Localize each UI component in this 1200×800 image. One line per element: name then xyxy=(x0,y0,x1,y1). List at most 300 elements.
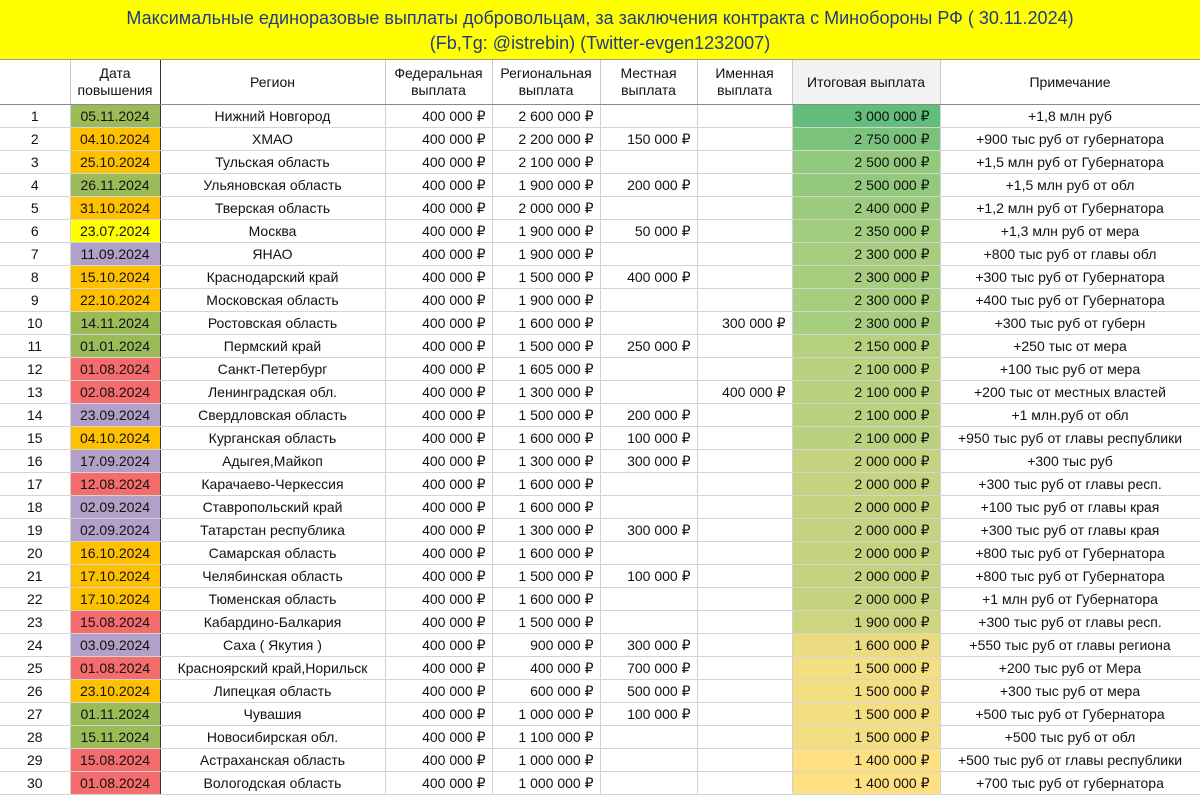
local-cell[interactable] xyxy=(600,358,697,381)
header-federal[interactable]: Федеральная выплата xyxy=(385,60,492,105)
header-regional[interactable]: Региональная выплата xyxy=(492,60,600,105)
date-cell[interactable]: 02.08.2024 xyxy=(70,381,160,404)
total-cell[interactable]: 2 100 000 ₽ xyxy=(792,381,940,404)
federal-cell[interactable]: 400 000 ₽ xyxy=(385,657,492,680)
regional-cell[interactable]: 1 300 000 ₽ xyxy=(492,519,600,542)
total-cell[interactable]: 2 000 000 ₽ xyxy=(792,496,940,519)
date-cell[interactable]: 15.08.2024 xyxy=(70,749,160,772)
row-number-cell[interactable]: 21 xyxy=(0,565,70,588)
region-cell[interactable]: Ростовская область xyxy=(160,312,385,335)
named-cell[interactable] xyxy=(697,266,792,289)
date-cell[interactable]: 04.10.2024 xyxy=(70,128,160,151)
total-cell[interactable]: 2 500 000 ₽ xyxy=(792,151,940,174)
local-cell[interactable]: 50 000 ₽ xyxy=(600,220,697,243)
regional-cell[interactable]: 2 200 000 ₽ xyxy=(492,128,600,151)
local-cell[interactable]: 200 000 ₽ xyxy=(600,174,697,197)
region-cell[interactable]: Адыгея,Майкоп xyxy=(160,450,385,473)
total-cell[interactable]: 2 100 000 ₽ xyxy=(792,358,940,381)
local-cell[interactable] xyxy=(600,542,697,565)
total-cell[interactable]: 1 400 000 ₽ xyxy=(792,749,940,772)
table-row xyxy=(0,128,1200,151)
row-number-cell[interactable]: 16 xyxy=(0,450,70,473)
date-cell[interactable]: 03.09.2024 xyxy=(70,634,160,657)
region-cell[interactable]: Карачаево-Черкессия xyxy=(160,473,385,496)
total-cell[interactable]: 2 500 000 ₽ xyxy=(792,174,940,197)
region-cell[interactable]: Курганская область xyxy=(160,427,385,450)
note-cell[interactable]: +300 тыс руб от губерн xyxy=(940,312,1200,335)
total-cell[interactable]: 1 600 000 ₽ xyxy=(792,634,940,657)
note-cell[interactable]: +1 млн руб от Губернатора xyxy=(940,588,1200,611)
regional-cell[interactable]: 1 605 000 ₽ xyxy=(492,358,600,381)
total-cell[interactable]: 2 000 000 ₽ xyxy=(792,519,940,542)
federal-cell[interactable]: 400 000 ₽ xyxy=(385,519,492,542)
regional-cell[interactable]: 1 100 000 ₽ xyxy=(492,726,600,749)
note-cell[interactable]: +1,8 млн руб xyxy=(940,105,1200,128)
date-cell[interactable]: 05.11.2024 xyxy=(70,105,160,128)
regional-cell[interactable]: 400 000 ₽ xyxy=(492,657,600,680)
local-cell[interactable]: 200 000 ₽ xyxy=(600,404,697,427)
federal-cell[interactable]: 400 000 ₽ xyxy=(385,220,492,243)
note-cell[interactable]: +300 тыс руб от главы края xyxy=(940,519,1200,542)
regional-cell[interactable]: 1 600 000 ₽ xyxy=(492,542,600,565)
table-row xyxy=(0,772,1200,795)
region-cell[interactable]: Тульская область xyxy=(160,151,385,174)
named-cell[interactable] xyxy=(697,588,792,611)
row-number-cell[interactable]: 12 xyxy=(0,358,70,381)
note-cell[interactable]: +500 тыс руб от главы республики xyxy=(940,749,1200,772)
date-cell[interactable]: 01.08.2024 xyxy=(70,358,160,381)
table-row xyxy=(0,289,1200,312)
regional-cell[interactable]: 1 000 000 ₽ xyxy=(492,772,600,795)
date-cell[interactable]: 23.10.2024 xyxy=(70,680,160,703)
named-cell[interactable] xyxy=(697,450,792,473)
table-row xyxy=(0,657,1200,680)
local-cell[interactable]: 500 000 ₽ xyxy=(600,680,697,703)
local-cell[interactable]: 300 000 ₽ xyxy=(600,519,697,542)
note-cell[interactable]: +500 тыс руб от Губернатора xyxy=(940,703,1200,726)
named-cell[interactable] xyxy=(697,151,792,174)
named-cell[interactable] xyxy=(697,335,792,358)
table-row xyxy=(0,565,1200,588)
total-cell[interactable]: 1 500 000 ₽ xyxy=(792,726,940,749)
named-cell[interactable]: 400 000 ₽ xyxy=(697,381,792,404)
regional-cell[interactable]: 1 600 000 ₽ xyxy=(492,312,600,335)
region-cell[interactable]: Пермский край xyxy=(160,335,385,358)
regional-cell[interactable]: 1 500 000 ₽ xyxy=(492,611,600,634)
local-cell[interactable]: 150 000 ₽ xyxy=(600,128,697,151)
region-cell[interactable]: Москва xyxy=(160,220,385,243)
named-cell[interactable] xyxy=(697,542,792,565)
federal-cell[interactable]: 400 000 ₽ xyxy=(385,174,492,197)
date-cell[interactable]: 26.11.2024 xyxy=(70,174,160,197)
region-cell[interactable]: Вологодская область xyxy=(160,772,385,795)
local-cell[interactable] xyxy=(600,381,697,404)
table-row xyxy=(0,243,1200,266)
total-cell[interactable]: 2 150 000 ₽ xyxy=(792,335,940,358)
row-number-cell[interactable]: 26 xyxy=(0,680,70,703)
date-cell[interactable]: 11.09.2024 xyxy=(70,243,160,266)
local-cell[interactable]: 700 000 ₽ xyxy=(600,657,697,680)
row-number-cell[interactable]: 19 xyxy=(0,519,70,542)
federal-cell[interactable]: 400 000 ₽ xyxy=(385,634,492,657)
total-cell[interactable]: 2 350 000 ₽ xyxy=(792,220,940,243)
date-cell[interactable]: 02.09.2024 xyxy=(70,519,160,542)
region-cell[interactable]: Московская область xyxy=(160,289,385,312)
note-cell[interactable]: +400 тыс руб от Губернатора xyxy=(940,289,1200,312)
local-cell[interactable] xyxy=(600,749,697,772)
row-number-cell[interactable]: 11 xyxy=(0,335,70,358)
note-cell[interactable]: +300 тыс руб от главы респ. xyxy=(940,611,1200,634)
row-number-cell[interactable]: 23 xyxy=(0,611,70,634)
row-number-cell[interactable]: 8 xyxy=(0,266,70,289)
region-cell[interactable]: Свердловская область xyxy=(160,404,385,427)
total-cell[interactable]: 2 000 000 ₽ xyxy=(792,473,940,496)
regional-cell[interactable]: 1 300 000 ₽ xyxy=(492,381,600,404)
total-cell[interactable]: 1 500 000 ₽ xyxy=(792,680,940,703)
federal-cell[interactable]: 400 000 ₽ xyxy=(385,312,492,335)
federal-cell[interactable]: 400 000 ₽ xyxy=(385,565,492,588)
named-cell[interactable] xyxy=(697,680,792,703)
row-number-cell[interactable]: 13 xyxy=(0,381,70,404)
federal-cell[interactable]: 400 000 ₽ xyxy=(385,772,492,795)
date-cell[interactable]: 15.11.2024 xyxy=(70,726,160,749)
named-cell[interactable] xyxy=(697,519,792,542)
table-body xyxy=(0,105,1200,795)
region-cell[interactable]: Татарстан республика xyxy=(160,519,385,542)
local-cell[interactable] xyxy=(600,496,697,519)
regional-cell[interactable]: 1 600 000 ₽ xyxy=(492,427,600,450)
region-cell[interactable]: ХМАО xyxy=(160,128,385,151)
regional-cell[interactable]: 1 500 000 ₽ xyxy=(492,565,600,588)
named-cell[interactable] xyxy=(697,289,792,312)
row-number-cell[interactable]: 5 xyxy=(0,197,70,220)
note-cell[interactable]: +900 тыс руб от губернатора xyxy=(940,128,1200,151)
note-cell[interactable]: +200 тыс руб от Мера xyxy=(940,657,1200,680)
named-cell[interactable] xyxy=(697,220,792,243)
region-cell[interactable]: Санкт-Петербург xyxy=(160,358,385,381)
region-cell[interactable]: Новосибирская обл. xyxy=(160,726,385,749)
date-cell[interactable]: 17.10.2024 xyxy=(70,588,160,611)
table-row xyxy=(0,726,1200,749)
federal-cell[interactable]: 400 000 ₽ xyxy=(385,450,492,473)
date-cell[interactable]: 23.07.2024 xyxy=(70,220,160,243)
date-cell[interactable]: 04.10.2024 xyxy=(70,427,160,450)
local-cell[interactable] xyxy=(600,726,697,749)
row-number-cell[interactable]: 4 xyxy=(0,174,70,197)
note-cell[interactable]: +1 млн.руб от обл xyxy=(940,404,1200,427)
federal-cell[interactable]: 400 000 ₽ xyxy=(385,680,492,703)
named-cell[interactable] xyxy=(697,726,792,749)
total-cell[interactable]: 1 500 000 ₽ xyxy=(792,703,940,726)
regional-cell[interactable]: 1 000 000 ₽ xyxy=(492,703,600,726)
note-cell[interactable]: +800 тыс руб от главы обл xyxy=(940,243,1200,266)
local-cell[interactable]: 300 000 ₽ xyxy=(600,634,697,657)
regional-cell[interactable]: 900 000 ₽ xyxy=(492,634,600,657)
date-cell[interactable]: 31.10.2024 xyxy=(70,197,160,220)
named-cell[interactable] xyxy=(697,128,792,151)
federal-cell[interactable]: 400 000 ₽ xyxy=(385,726,492,749)
regional-cell[interactable]: 1 900 000 ₽ xyxy=(492,220,600,243)
title-line-2: (Fb,Tg: @istrebin) (Twitter-evgen1232007) xyxy=(429,33,771,53)
region-cell[interactable]: Красноярский край,Норильск xyxy=(160,657,385,680)
date-cell[interactable]: 23.09.2024 xyxy=(70,404,160,427)
named-cell[interactable] xyxy=(697,174,792,197)
row-number-cell[interactable]: 9 xyxy=(0,289,70,312)
named-cell[interactable] xyxy=(697,473,792,496)
local-cell[interactable] xyxy=(600,312,697,335)
region-cell[interactable]: Ставропольский край xyxy=(160,496,385,519)
row-number-cell[interactable]: 20 xyxy=(0,542,70,565)
named-cell[interactable] xyxy=(697,427,792,450)
regional-cell[interactable]: 1 600 000 ₽ xyxy=(492,496,600,519)
federal-cell[interactable]: 400 000 ₽ xyxy=(385,197,492,220)
note-cell[interactable]: +250 тыс от мера xyxy=(940,335,1200,358)
regional-cell[interactable]: 1 500 000 ₽ xyxy=(492,266,600,289)
regional-cell[interactable]: 600 000 ₽ xyxy=(492,680,600,703)
note-cell[interactable]: +950 тыс руб от главы республики xyxy=(940,427,1200,450)
date-cell[interactable]: 12.08.2024 xyxy=(70,473,160,496)
local-cell[interactable] xyxy=(600,151,697,174)
total-cell[interactable]: 2 300 000 ₽ xyxy=(792,289,940,312)
federal-cell[interactable]: 400 000 ₽ xyxy=(385,266,492,289)
table-row xyxy=(0,335,1200,358)
local-cell[interactable] xyxy=(600,105,697,128)
row-number-cell[interactable]: 25 xyxy=(0,657,70,680)
row-number-cell[interactable]: 10 xyxy=(0,312,70,335)
date-cell[interactable]: 25.10.2024 xyxy=(70,151,160,174)
note-cell[interactable]: +100 тыс руб от мера xyxy=(940,358,1200,381)
local-cell[interactable]: 250 000 ₽ xyxy=(600,335,697,358)
row-number-cell[interactable]: 24 xyxy=(0,634,70,657)
named-cell[interactable] xyxy=(697,657,792,680)
regional-cell[interactable]: 2 100 000 ₽ xyxy=(492,151,600,174)
federal-cell[interactable]: 400 000 ₽ xyxy=(385,749,492,772)
region-cell[interactable]: Саха ( Якутия ) xyxy=(160,634,385,657)
date-cell[interactable]: 14.11.2024 xyxy=(70,312,160,335)
total-cell[interactable]: 2 000 000 ₽ xyxy=(792,450,940,473)
federal-cell[interactable]: 400 000 ₽ xyxy=(385,289,492,312)
named-cell[interactable] xyxy=(697,404,792,427)
total-cell[interactable]: 2 400 000 ₽ xyxy=(792,197,940,220)
note-cell[interactable]: +200 тыс от местных властей xyxy=(940,381,1200,404)
named-cell[interactable] xyxy=(697,703,792,726)
federal-cell[interactable]: 400 000 ₽ xyxy=(385,542,492,565)
total-cell[interactable]: 2 300 000 ₽ xyxy=(792,243,940,266)
named-cell[interactable] xyxy=(697,105,792,128)
row-number-cell[interactable]: 18 xyxy=(0,496,70,519)
federal-cell[interactable]: 400 000 ₽ xyxy=(385,128,492,151)
total-cell[interactable]: 2 000 000 ₽ xyxy=(792,588,940,611)
table-row xyxy=(0,588,1200,611)
regional-cell[interactable]: 1 500 000 ₽ xyxy=(492,404,600,427)
sheet-title xyxy=(0,0,1200,60)
row-number-cell[interactable]: 27 xyxy=(0,703,70,726)
table-row xyxy=(0,266,1200,289)
total-cell[interactable]: 2 300 000 ₽ xyxy=(792,312,940,335)
named-cell[interactable] xyxy=(697,197,792,220)
note-cell[interactable]: +1,5 млн руб от обл xyxy=(940,174,1200,197)
federal-cell[interactable]: 400 000 ₽ xyxy=(385,105,492,128)
federal-cell[interactable]: 400 000 ₽ xyxy=(385,473,492,496)
regional-cell[interactable]: 1 300 000 ₽ xyxy=(492,450,600,473)
total-cell[interactable]: 1 500 000 ₽ xyxy=(792,657,940,680)
table-row xyxy=(0,381,1200,404)
header-note[interactable]: Примечание xyxy=(940,60,1200,105)
date-cell[interactable]: 01.08.2024 xyxy=(70,772,160,795)
header-named[interactable]: Именная выплата xyxy=(697,60,792,105)
local-cell[interactable] xyxy=(600,772,697,795)
region-cell[interactable]: Тверская область xyxy=(160,197,385,220)
federal-cell[interactable]: 400 000 ₽ xyxy=(385,358,492,381)
table-row xyxy=(0,542,1200,565)
federal-cell[interactable]: 400 000 ₽ xyxy=(385,381,492,404)
federal-cell[interactable]: 400 000 ₽ xyxy=(385,611,492,634)
named-cell[interactable] xyxy=(697,634,792,657)
region-cell[interactable]: Кабардино-Балкария xyxy=(160,611,385,634)
total-cell[interactable]: 2 100 000 ₽ xyxy=(792,404,940,427)
regional-cell[interactable]: 1 600 000 ₽ xyxy=(492,588,600,611)
date-cell[interactable]: 01.08.2024 xyxy=(70,657,160,680)
table-row xyxy=(0,519,1200,542)
regional-cell[interactable]: 1 900 000 ₽ xyxy=(492,174,600,197)
local-cell[interactable]: 400 000 ₽ xyxy=(600,266,697,289)
row-number-cell[interactable]: 14 xyxy=(0,404,70,427)
local-cell[interactable]: 100 000 ₽ xyxy=(600,565,697,588)
note-cell[interactable]: +1,5 млн руб от Губернатора xyxy=(940,151,1200,174)
table-row xyxy=(0,151,1200,174)
row-number-cell[interactable]: 29 xyxy=(0,749,70,772)
federal-cell[interactable]: 400 000 ₽ xyxy=(385,703,492,726)
named-cell[interactable] xyxy=(697,565,792,588)
region-cell[interactable]: Ленинградская обл. xyxy=(160,381,385,404)
total-cell[interactable]: 2 000 000 ₽ xyxy=(792,542,940,565)
date-cell[interactable]: 02.09.2024 xyxy=(70,496,160,519)
total-cell[interactable]: 2 000 000 ₽ xyxy=(792,565,940,588)
local-cell[interactable] xyxy=(600,588,697,611)
table-row xyxy=(0,473,1200,496)
region-cell[interactable]: Липецкая область xyxy=(160,680,385,703)
note-cell[interactable]: +100 тыс руб от главы края xyxy=(940,496,1200,519)
row-number-cell[interactable]: 1 xyxy=(0,105,70,128)
note-cell[interactable]: +300 тыс руб от мера xyxy=(940,680,1200,703)
named-cell[interactable] xyxy=(697,496,792,519)
region-cell[interactable]: Краснодарский край xyxy=(160,266,385,289)
date-cell[interactable]: 01.01.2024 xyxy=(70,335,160,358)
regional-cell[interactable]: 1 000 000 ₽ xyxy=(492,749,600,772)
federal-cell[interactable]: 400 000 ₽ xyxy=(385,404,492,427)
total-cell[interactable]: 2 300 000 ₽ xyxy=(792,266,940,289)
date-cell[interactable]: 22.10.2024 xyxy=(70,289,160,312)
region-cell[interactable]: ЯНАО xyxy=(160,243,385,266)
federal-cell[interactable]: 400 000 ₽ xyxy=(385,335,492,358)
named-cell[interactable] xyxy=(697,358,792,381)
federal-cell[interactable]: 400 000 ₽ xyxy=(385,588,492,611)
local-cell[interactable] xyxy=(600,289,697,312)
row-number-cell[interactable]: 15 xyxy=(0,427,70,450)
named-cell[interactable] xyxy=(697,611,792,634)
named-cell[interactable] xyxy=(697,772,792,795)
local-cell[interactable]: 300 000 ₽ xyxy=(600,450,697,473)
local-cell[interactable]: 100 000 ₽ xyxy=(600,703,697,726)
note-cell[interactable]: +800 тыс руб от Губернатора xyxy=(940,542,1200,565)
regional-cell[interactable]: 2 600 000 ₽ xyxy=(492,105,600,128)
local-cell[interactable]: 100 000 ₽ xyxy=(600,427,697,450)
table-row xyxy=(0,174,1200,197)
regional-cell[interactable]: 1 500 000 ₽ xyxy=(492,335,600,358)
note-cell[interactable]: +800 тыс руб от Губернатора xyxy=(940,565,1200,588)
federal-cell[interactable]: 400 000 ₽ xyxy=(385,243,492,266)
total-cell[interactable]: 1 900 000 ₽ xyxy=(792,611,940,634)
date-cell[interactable]: 15.10.2024 xyxy=(70,266,160,289)
title-line-1: Максимальные единоразовые выплаты добровольцам, за заключения контракта с Минобороны РФ ( 30.11.2024) xyxy=(126,8,1074,28)
date-cell[interactable]: 15.08.2024 xyxy=(70,611,160,634)
federal-cell[interactable]: 400 000 ₽ xyxy=(385,427,492,450)
regional-cell[interactable]: 1 600 000 ₽ xyxy=(492,473,600,496)
named-cell[interactable] xyxy=(697,243,792,266)
date-cell[interactable]: 17.10.2024 xyxy=(70,565,160,588)
local-cell[interactable] xyxy=(600,197,697,220)
region-cell[interactable]: Чувашия xyxy=(160,703,385,726)
row-number-cell[interactable]: 28 xyxy=(0,726,70,749)
region-cell[interactable]: Ульяновская область xyxy=(160,174,385,197)
federal-cell[interactable]: 400 000 ₽ xyxy=(385,496,492,519)
note-cell[interactable]: +1,3 млн руб от мера xyxy=(940,220,1200,243)
local-cell[interactable] xyxy=(600,473,697,496)
note-cell[interactable]: +1,2 млн руб от Губернатора xyxy=(940,197,1200,220)
date-cell[interactable]: 17.09.2024 xyxy=(70,450,160,473)
table-row xyxy=(0,312,1200,335)
federal-cell[interactable]: 400 000 ₽ xyxy=(385,151,492,174)
row-number-cell[interactable]: 6 xyxy=(0,220,70,243)
header-region[interactable]: Регион xyxy=(160,60,385,105)
date-cell[interactable]: 01.11.2024 xyxy=(70,703,160,726)
header-date[interactable]: Дата повышения xyxy=(70,60,160,105)
note-cell[interactable]: +300 тыс руб xyxy=(940,450,1200,473)
region-cell[interactable]: Астраханская область xyxy=(160,749,385,772)
total-cell[interactable]: 2 100 000 ₽ xyxy=(792,427,940,450)
row-number-cell[interactable]: 3 xyxy=(0,151,70,174)
row-number-cell[interactable]: 7 xyxy=(0,243,70,266)
named-cell[interactable]: 300 000 ₽ xyxy=(697,312,792,335)
total-cell[interactable]: 3 000 000 ₽ xyxy=(792,105,940,128)
note-cell[interactable]: +700 тыс руб от губернатора xyxy=(940,772,1200,795)
local-cell[interactable] xyxy=(600,243,697,266)
note-cell[interactable]: +500 тыс руб от обл xyxy=(940,726,1200,749)
regional-cell[interactable]: 1 900 000 ₽ xyxy=(492,289,600,312)
note-cell[interactable]: +300 тыс руб от главы респ. xyxy=(940,473,1200,496)
local-cell[interactable] xyxy=(600,611,697,634)
total-cell[interactable]: 2 750 000 ₽ xyxy=(792,128,940,151)
region-cell[interactable]: Самарская область xyxy=(160,542,385,565)
note-cell[interactable]: +550 тыс руб от главы региона xyxy=(940,634,1200,657)
date-cell[interactable]: 16.10.2024 xyxy=(70,542,160,565)
region-cell[interactable]: Нижний Новгород xyxy=(160,105,385,128)
named-cell[interactable] xyxy=(697,749,792,772)
region-cell[interactable]: Тюменская область xyxy=(160,588,385,611)
regional-cell[interactable]: 1 900 000 ₽ xyxy=(492,243,600,266)
header-local[interactable]: Местная выплата xyxy=(600,60,697,105)
row-number-cell[interactable]: 2 xyxy=(0,128,70,151)
note-cell[interactable]: +300 тыс руб от Губернатора xyxy=(940,266,1200,289)
row-number-cell[interactable]: 22 xyxy=(0,588,70,611)
row-number-cell[interactable]: 30 xyxy=(0,772,70,795)
table-row xyxy=(0,749,1200,772)
header-total[interactable]: Итоговая выплата xyxy=(792,60,940,105)
row-number-cell[interactable]: 17 xyxy=(0,473,70,496)
total-cell[interactable]: 1 400 000 ₽ xyxy=(792,772,940,795)
region-cell[interactable]: Челябинская область xyxy=(160,565,385,588)
regional-cell[interactable]: 2 000 000 ₽ xyxy=(492,197,600,220)
